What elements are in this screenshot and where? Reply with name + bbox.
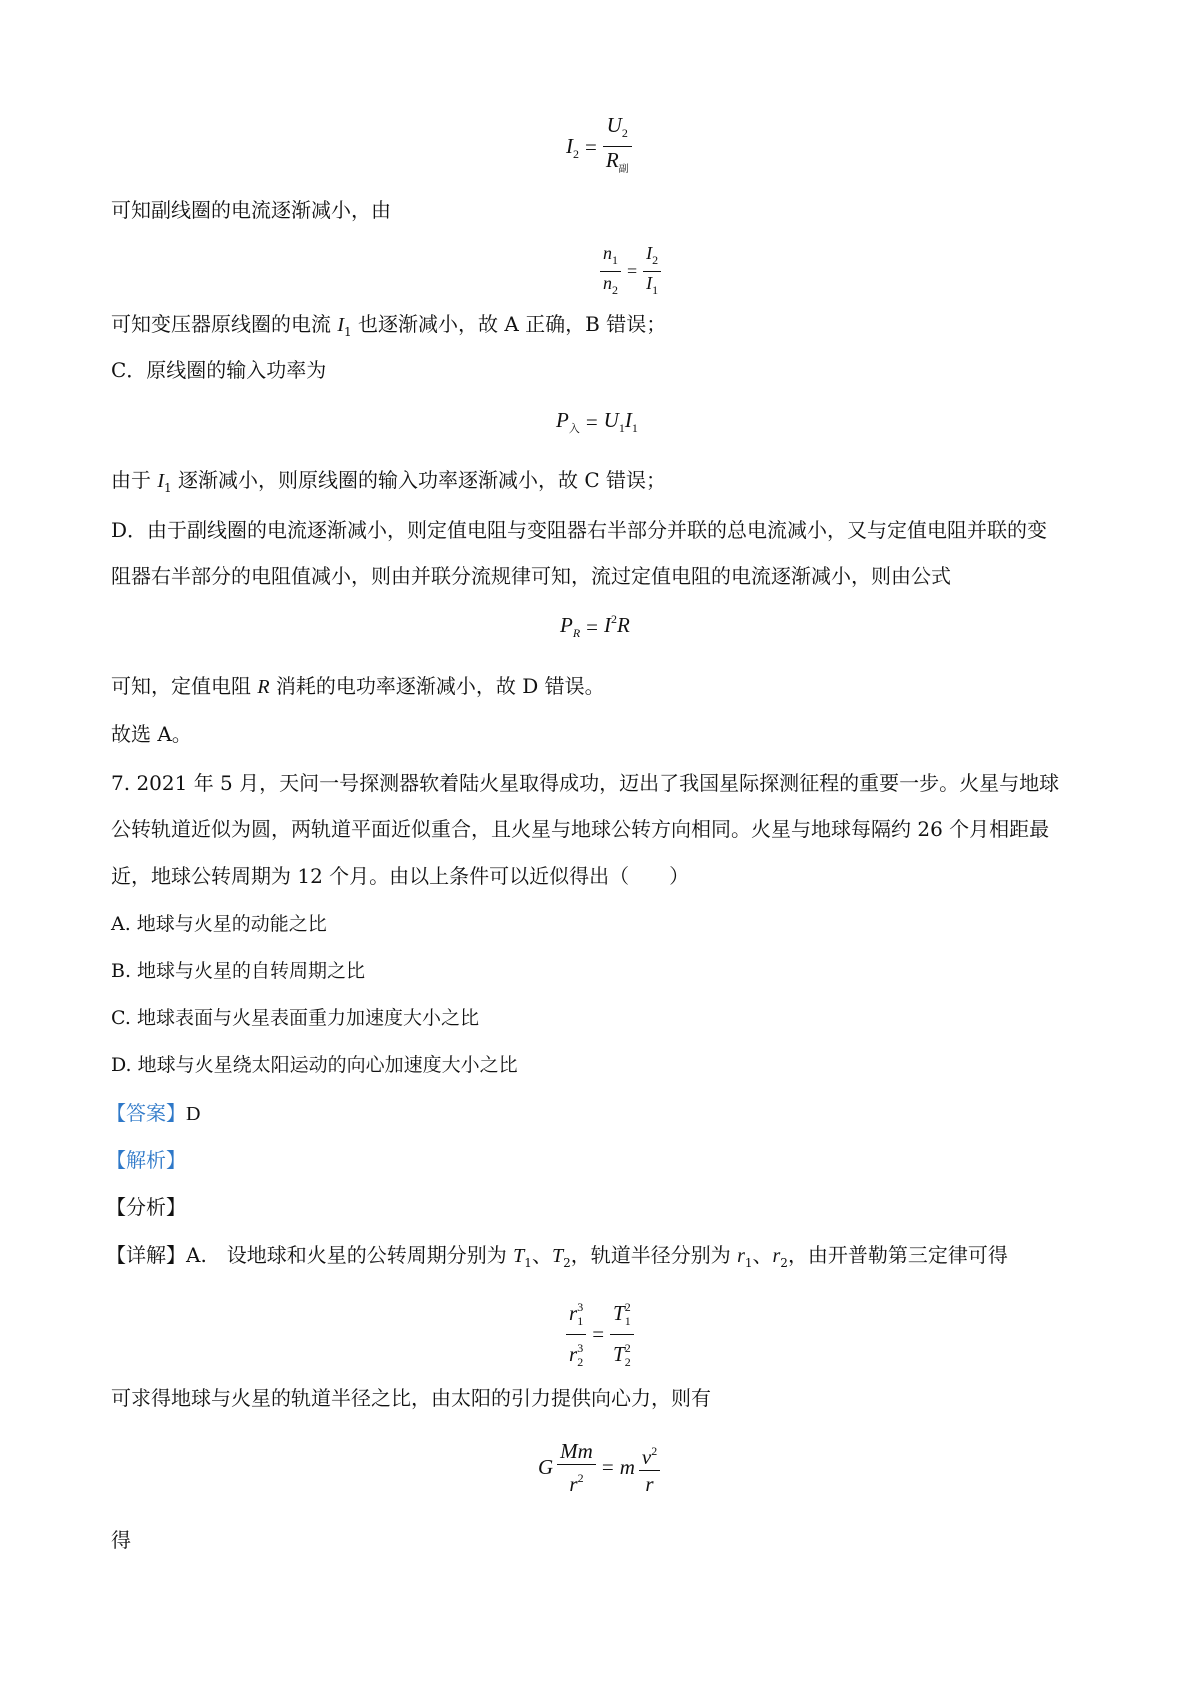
text-line: 可知副线圈的电流逐渐减小，由 <box>111 198 391 222</box>
equation-kepler: $\frac{r_1^3}{r_2^3}$ = $\frac{T_1^2}{T_2^2}$ <box>566 1294 634 1375</box>
text-line: 得 <box>111 1528 131 1552</box>
answer-line <box>106 1099 200 1128</box>
option-b: B. 地球与火星的自转周期之比 <box>111 960 366 982</box>
fenxi-tag: 【分析】 <box>106 1195 186 1219</box>
text-line: 故选 A。 <box>111 722 192 746</box>
text-line: D．由于副线圈的电流逐渐减小，则定值电阻与变阻器右半部分并联的总电流减小，又与定值电阻并联的变 <box>111 518 1048 542</box>
option-d: D. 地球与火星绕太阳运动的向心加速度大小之比 <box>111 1054 518 1076</box>
equation-turns-ratio: $\frac{n_1}{n_2}$ = $\frac{I_2}{I_1}$ <box>600 242 661 301</box>
text-line: 由于 $I_1$ 逐渐减小，则原线圈的输入功率逐渐减小，故 C 错误； <box>111 468 667 495</box>
question-7-text: 公转轨道近似为圆，两轨道平面近似重合，且火星与地球公转方向相同。火星与地球每隔约 26 个月相距最 <box>111 817 1050 841</box>
equation-gravity: G $\frac{Mm}{r^2}$ = m $\frac{v^2}{r}$ <box>538 1438 660 1497</box>
text-line: C．原线圈的输入功率为 <box>111 358 327 382</box>
text-line: 可知变压器原线圈的电流 $I_1$ 也逐渐减小，故 A 正确，B 错误； <box>111 312 667 339</box>
equation-input-power: $P_入 = U_1I_1$ <box>556 408 638 435</box>
option-a: A. 地球与火星的动能之比 <box>111 913 327 935</box>
answer-tag: 【答案】 <box>106 1101 186 1125</box>
equation-i2: $I_2$ = $\frac{U_2}{R_副}$ <box>566 112 632 183</box>
text-line: 可求得地球与火星的轨道半径之比，由太阳的引力提供向心力，则有 <box>111 1386 711 1410</box>
equation-resistor-power: $P_R = I^2R$ <box>560 612 630 640</box>
answer-value: D <box>186 1103 201 1125</box>
question-7-text: 近，地球公转周期为 12 个月。由以上条件可以近似得出（ ） <box>111 864 690 888</box>
option-c: C. 地球表面与火星表面重力加速度大小之比 <box>111 1007 479 1029</box>
analysis-tag: 【解析】 <box>106 1148 186 1172</box>
text-line: 可知，定值电阻 R 消耗的电功率逐渐减小，故 D 错误。 <box>111 674 605 698</box>
question-7-text: 7. 2021 年 5 月，天问一号探测器软着陆火星取得成功，迈出了我国星际探测征程的重要一步。火星与地球 <box>111 771 1060 795</box>
text-line: 阻器右半部分的电阻值减小，则由并联分流规律可知，流过定值电阻的电流逐渐减小，则由公式 <box>111 564 951 588</box>
detail-line: 【详解】A. 设地球和火星的公转周期分别为 $T_1$、$T_2$，轨道半径分别为 $r_1$、$r_2$，由开普勒第三定律可得 <box>106 1243 1008 1270</box>
